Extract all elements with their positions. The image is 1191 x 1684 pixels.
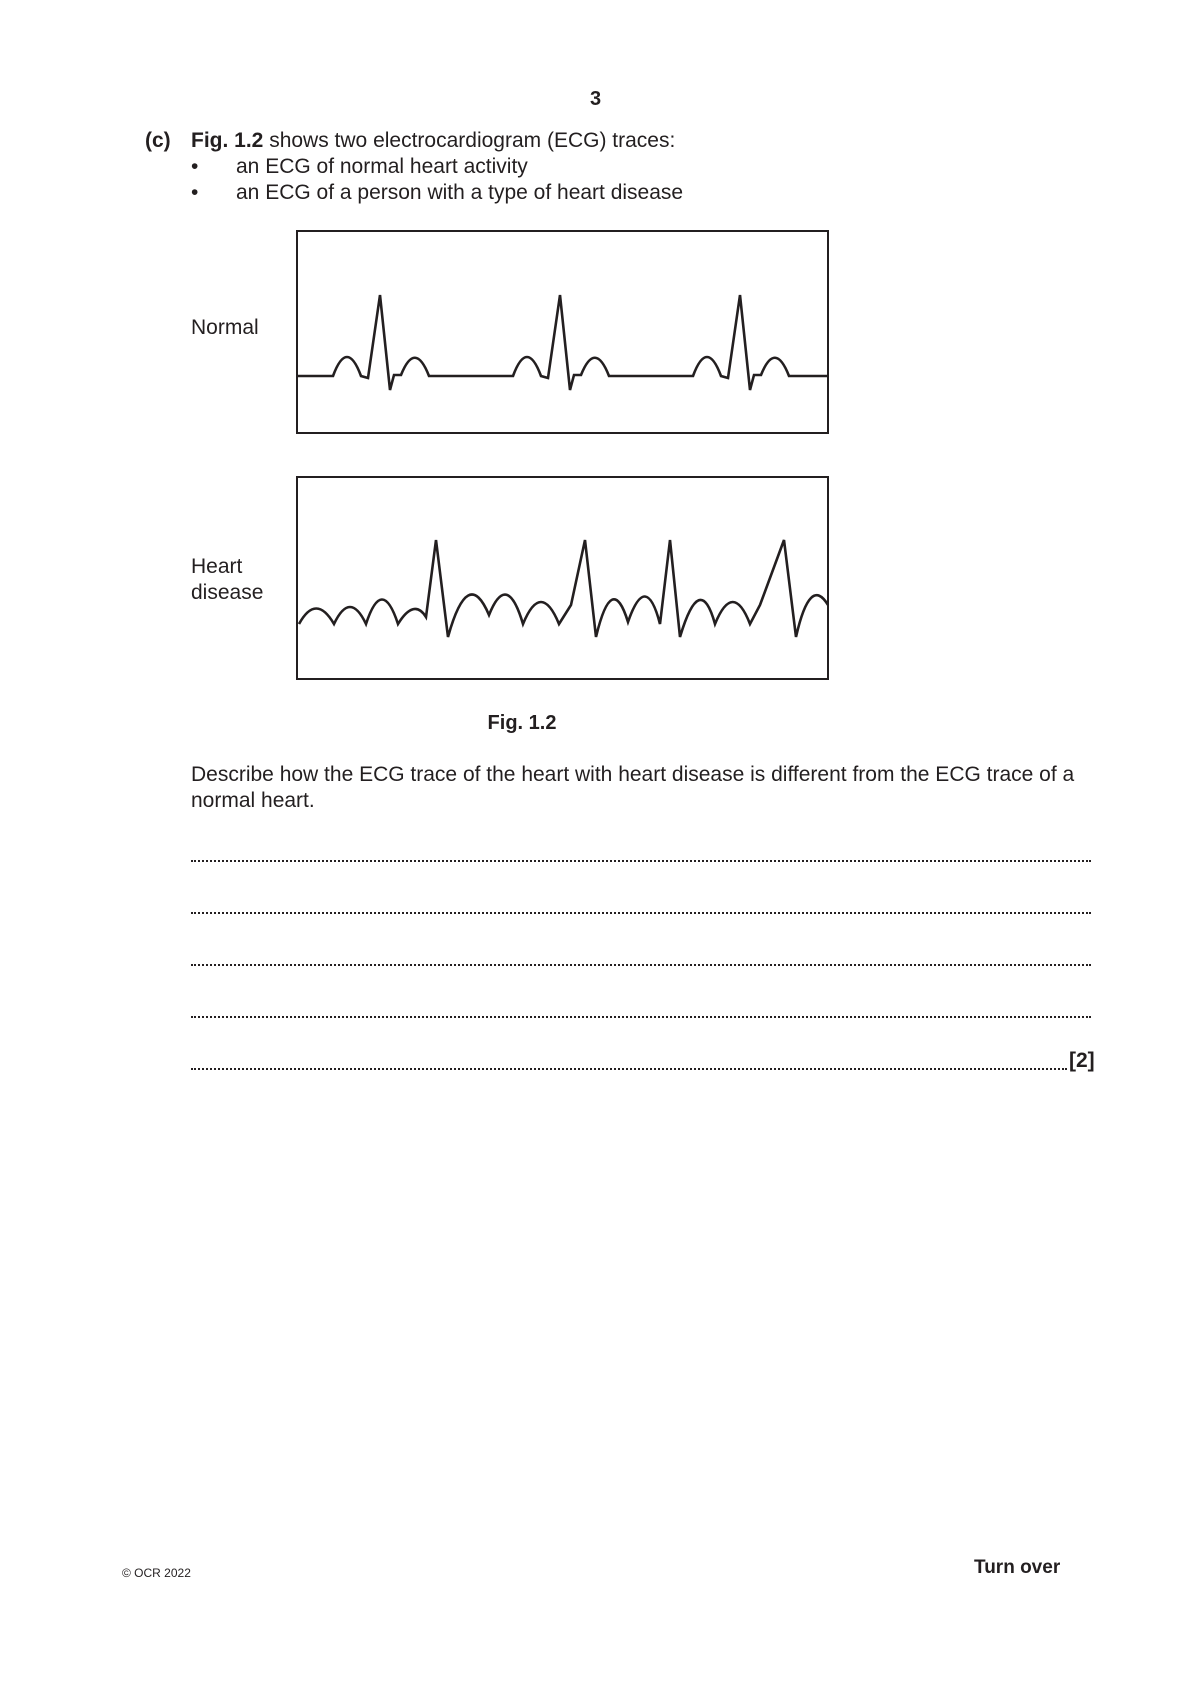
- ecg-normal-panel: [297, 231, 828, 433]
- answer-line[interactable]: [191, 912, 1091, 914]
- page-number: 3: [589, 88, 602, 110]
- ecg-normal-trace: [297, 295, 828, 390]
- answer-line[interactable]: [191, 860, 1091, 862]
- ecg-figure: [0, 0, 1191, 700]
- question-prompt: Describe how the ECG trace of the heart with heart disease is different from the ECG trace of a normal heart.: [191, 763, 1075, 812]
- trace-label-normal: Normal: [191, 316, 259, 339]
- bullet-item-normal: an ECG of normal heart activity: [236, 155, 528, 178]
- bullet-symbol: •: [191, 181, 199, 204]
- marks-allocation: [2]: [1069, 1049, 1095, 1072]
- question-part-label: (c): [145, 129, 171, 152]
- trace-label-disease-line1: Heart: [191, 555, 243, 578]
- question-intro-text: shows two electrocardiogram (ECG) traces:: [263, 129, 676, 152]
- trace-label-disease-line2: disease: [191, 581, 264, 604]
- turn-over-label: Turn over: [974, 1557, 1061, 1578]
- figure-reference: Fig. 1.2: [191, 129, 264, 152]
- answer-line[interactable]: [191, 1068, 1067, 1070]
- ecg-disease-trace: [299, 540, 828, 637]
- answer-line[interactable]: [191, 1016, 1091, 1018]
- copyright-notice: © OCR 2022: [122, 1566, 191, 1580]
- bullet-symbol: •: [191, 155, 199, 178]
- figure-caption: Fig. 1.2: [487, 712, 557, 734]
- ecg-disease-panel: [297, 477, 828, 679]
- answer-line[interactable]: [191, 964, 1091, 966]
- bullet-item-disease: an ECG of a person with a type of heart disease: [236, 181, 684, 204]
